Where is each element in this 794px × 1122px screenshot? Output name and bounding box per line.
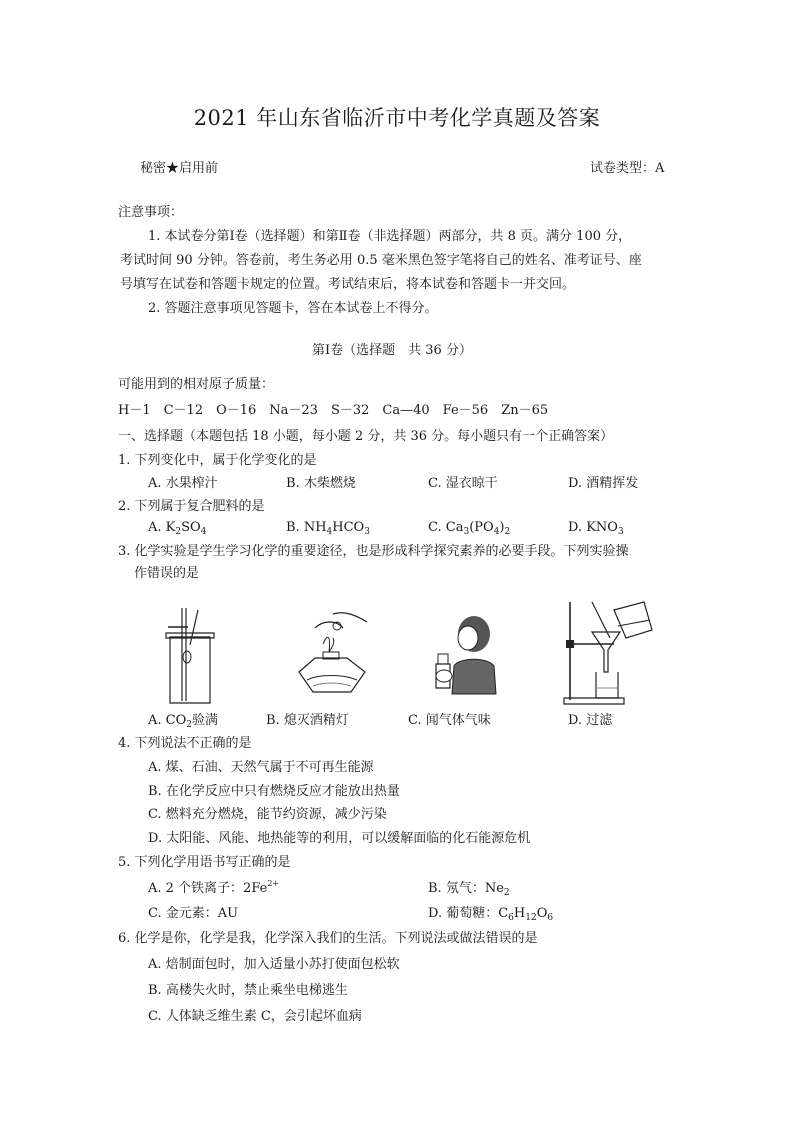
q6-option-b: B. 高楼失火时，禁止乘坐电梯逃生 bbox=[148, 983, 348, 998]
q3-option-c: C. 闻气体气味 bbox=[408, 713, 491, 728]
figure-alcohol-lamp bbox=[293, 608, 373, 700]
q5-option-a: A. 2 个铁离子：$2Fe^{2+}$ bbox=[148, 879, 280, 896]
q2-option-a: A. $K_2SO_4$ bbox=[148, 520, 207, 537]
q6-stem: 6. 化学是你，化学是我，化学深入我们的生活。下列说法或做法错误的是 bbox=[118, 931, 538, 946]
figure-smelling-gas bbox=[428, 608, 498, 696]
q2-option-b: B. $NH_4HCO_3$ bbox=[286, 520, 370, 537]
q3-stem-line2: 作错误的是 bbox=[134, 566, 200, 581]
q6-option-c: C. 人体缺乏维生素 C，会引起坏血病 bbox=[148, 1009, 362, 1024]
notice-heading: 注意事项： bbox=[118, 205, 184, 220]
q2-stem: 2. 下列属于复合肥料的是 bbox=[118, 499, 265, 514]
q5-option-b: B. 氖气：$Ne_2$ bbox=[428, 881, 510, 898]
q4-option-d: D. 太阳能、风能、地热能等的利用，可以缓解面临的化石能源危机 bbox=[148, 831, 531, 846]
q4-option-c: C. 燃料充分燃烧，能节约资源，减少污染 bbox=[148, 807, 387, 822]
q1-option-d: D. 酒精挥发 bbox=[568, 476, 639, 491]
atomic-masses: H－1 C－12 O－16 Na－23 S－32 Ca—40 Fe－56 Zn－65 bbox=[118, 403, 549, 418]
q5-option-d: D. 葡萄糖：$C_6H_{12}O_6$ bbox=[428, 906, 554, 923]
notice-item1-line2: 考试时间 90 分钟。答卷前，考生务必用 0.5 毫米黑色签字笔将自己的姓名、准考证号、座 bbox=[120, 253, 642, 268]
figure-filtration bbox=[562, 598, 664, 706]
notice-item1-line1: 1. 本试卷分第Ⅰ卷（选择题）和第Ⅱ卷（非选择题）两部分，共 8 页。满分 100 分， bbox=[148, 229, 632, 244]
notice-item1-line3: 号填写在试卷和答题卡规定的位置。考试结束后，将本试卷和答题卡一并交回。 bbox=[120, 277, 576, 292]
figure-co2-bottle bbox=[160, 605, 220, 705]
q5-stem: 5. 下列化学用语书写正确的是 bbox=[118, 855, 291, 870]
atomic-mass-label: 可能用到的相对原子质量： bbox=[118, 377, 275, 392]
q1-option-b: B. 木柴燃烧 bbox=[286, 476, 356, 491]
q3-option-a: A. $CO_2$验满 bbox=[148, 713, 219, 730]
paper-type-label: 试卷类型：A bbox=[590, 161, 665, 176]
q4-option-b: B. 在化学反应中只有燃烧反应才能放出热量 bbox=[148, 784, 400, 799]
q5-option-c: C. 金元素：AU bbox=[148, 906, 239, 921]
q1-stem: 1. 下列变化中，属于化学变化的是 bbox=[118, 453, 317, 468]
q1-option-a: A. 水果榨汁 bbox=[148, 476, 218, 491]
q2-option-c: C. $Ca_3(PO_4)_2$ bbox=[428, 520, 511, 537]
q1-option-c: C. 湿衣晾干 bbox=[428, 476, 498, 491]
secret-label: 秘密★启用前 bbox=[140, 161, 219, 176]
q4-stem: 4. 下列说法不正确的是 bbox=[118, 736, 252, 751]
q6-option-a: A. 焙制面包时，加入适量小苏打使面包松软 bbox=[148, 957, 400, 972]
part-heading: 一、选择题（本题包括 18 小题，每小题 2 分，共 36 分。每小题只有一个正确答案） bbox=[118, 429, 614, 444]
q3-option-b: B. 熄灭酒精灯 bbox=[266, 713, 349, 728]
q2-option-d: D. $KNO_3$ bbox=[568, 520, 624, 537]
page-title: 2021 年山东省临沂市中考化学真题及答案 bbox=[193, 106, 601, 130]
q3-stem-line1: 3. 化学实验是学生学习化学的重要途径，也是形成科学探究素养的必要手段。下列实验操 bbox=[118, 544, 629, 559]
notice-item2: 2. 答题注意事项见答题卡，答在本试卷上不得分。 bbox=[148, 301, 438, 316]
q3-option-d: D. 过滤 bbox=[568, 713, 613, 728]
q4-option-a: A. 煤、石油、天然气属于不可再生能源 bbox=[148, 760, 374, 775]
section-heading: 第Ⅰ卷（选择题 共 36 分） bbox=[312, 343, 472, 358]
